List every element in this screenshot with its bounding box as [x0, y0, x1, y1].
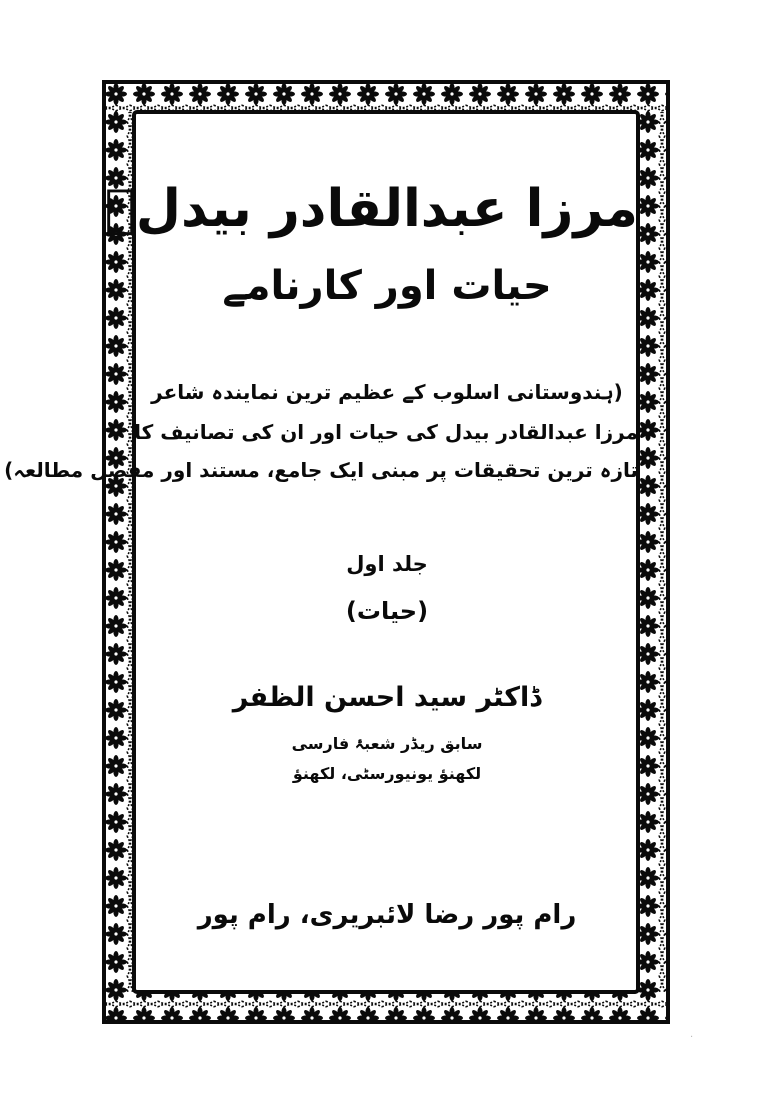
volume-part: (حیات): [345, 597, 429, 625]
title-page-content: [4, 112, 638, 990]
description-line-3: تازہ ترین تحقیقات پر مبنی ایک جامع، مستند اور مفصل مطالعہ): [4, 458, 638, 482]
author-name: ڈاکٹر سید احسن الظفر: [232, 682, 542, 713]
publisher: رام پور رضا لائبریری، رام پور: [197, 900, 577, 930]
book-subtitle: حیات اور کارنامے: [222, 263, 552, 309]
scan-mark: ·: [690, 1032, 694, 1043]
description-line-2: مرزا عبدالقادر بیدل کی حیات اور ان کی تصانیف کا: [134, 420, 638, 444]
author-affiliation-2: لکھنؤ یونیورسٹی، لکھنؤ: [292, 764, 482, 783]
author-affiliation-1: سابق ریڈر شعبۂ فارسی: [291, 734, 483, 753]
volume-label: جلد اول: [346, 552, 428, 576]
description-line-1: (ہندوستانی اسلوب کے عظیم ترین نمایندہ شاعر: [151, 380, 623, 404]
book-title: مرزا عبدالقادر بیدلؔ: [104, 179, 638, 239]
